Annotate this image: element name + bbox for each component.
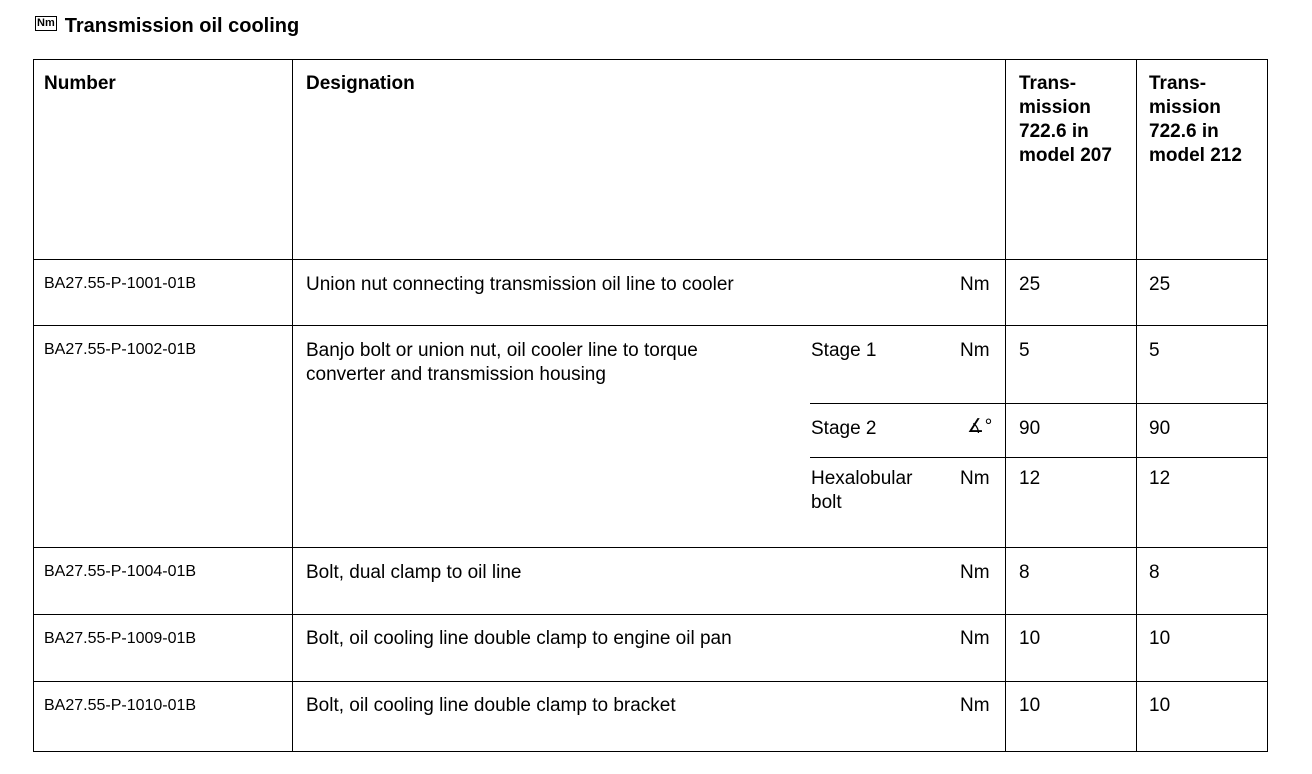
header-designation: Designation (306, 73, 415, 94)
row-divider (33, 547, 1268, 548)
page-title (35, 15, 299, 38)
row-divider (33, 259, 1268, 260)
header-model-207: Trans- mission 722.6 in model 207 (1019, 73, 1112, 166)
row-divider (33, 681, 1268, 682)
col-divider (292, 59, 293, 752)
value-212: 12 (1149, 468, 1171, 489)
value-212: 8 (1149, 562, 1160, 583)
angle-unit: ∡° (967, 416, 992, 437)
row-number: BA27.55-P-1009-01B (44, 630, 197, 647)
row-designation: Banjo bolt or union nut, oil cooler line to torque converter and transmission housing (306, 340, 698, 385)
stage-divider (810, 457, 1268, 458)
value-207: 5 (1019, 340, 1030, 361)
stage-label: Stage 1 (811, 340, 877, 361)
row-designation: Bolt, dual clamp to oil line (306, 562, 522, 583)
row-designation: Bolt, oil cooling line double clamp to engine oil pan (306, 628, 732, 649)
value-207: 90 (1019, 418, 1041, 439)
value-212: 5 (1149, 340, 1160, 361)
row-unit: Nm (960, 628, 990, 649)
value-212: 10 (1149, 695, 1171, 716)
value-207: 10 (1019, 628, 1041, 649)
row-number: BA27.55-P-1001-01B (44, 275, 197, 292)
row-designation: Union nut connecting transmission oil line to cooler (306, 274, 734, 295)
value-207: 8 (1019, 562, 1030, 583)
value-207: 10 (1019, 695, 1041, 716)
torque-nm-icon: Nm (37, 17, 55, 29)
value-207: 12 (1019, 468, 1041, 489)
row-number: BA27.55-P-1010-01B (44, 697, 197, 714)
page-title-text: Transmission oil cooling (64, 15, 300, 37)
row-divider (33, 614, 1268, 615)
header-number: Number (44, 73, 116, 94)
stage-label: Stage 2 (811, 418, 877, 439)
stage-unit: Nm (960, 340, 990, 361)
value-212: 25 (1149, 274, 1171, 295)
stage-unit: Nm (960, 468, 990, 489)
row-number: BA27.55-P-1002-01B (44, 341, 197, 358)
row-unit: Nm (960, 695, 990, 716)
value-212: 10 (1149, 628, 1171, 649)
value-212: 90 (1149, 418, 1171, 439)
value-207: 25 (1019, 274, 1041, 295)
stage-divider (810, 403, 1268, 404)
col-divider (1136, 59, 1137, 752)
row-number: BA27.55-P-1004-01B (44, 563, 197, 580)
row-divider (33, 325, 1268, 326)
col-divider (1005, 59, 1006, 752)
row-designation: Bolt, oil cooling line double clamp to bracket (306, 695, 676, 716)
torque-table (33, 59, 1268, 752)
header-model-212: Trans- mission 722.6 in model 212 (1149, 73, 1242, 166)
stage-label: Hexalobular bolt (811, 468, 913, 513)
row-unit: Nm (960, 562, 990, 583)
row-unit: Nm (960, 274, 990, 295)
